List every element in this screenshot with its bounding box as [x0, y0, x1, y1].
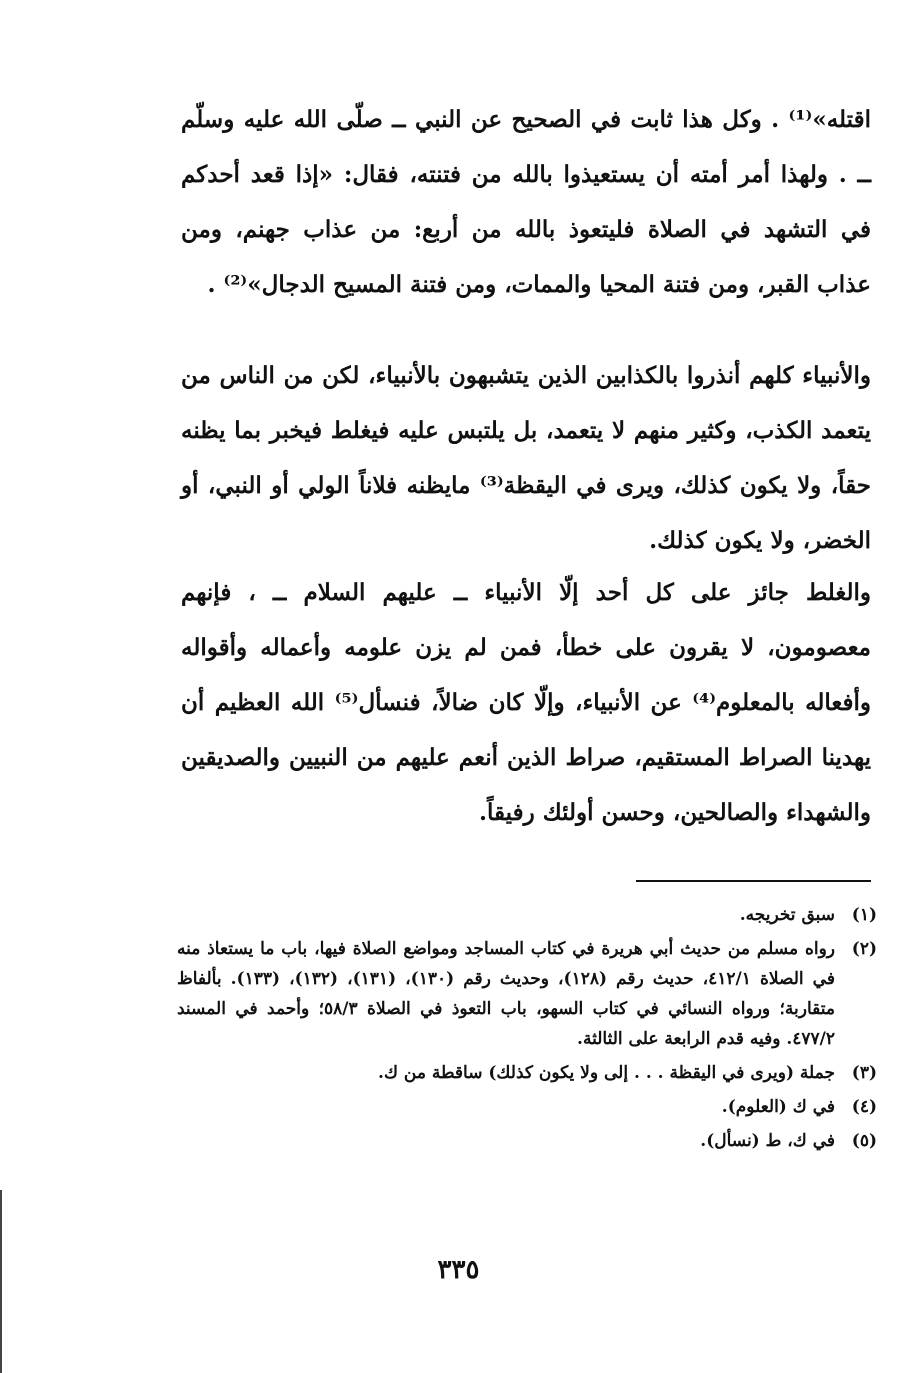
- footnote-2: [177, 934, 877, 1054]
- footnote-3: [177, 1058, 877, 1088]
- footnote-number: (٣): [851, 1063, 877, 1083]
- page-number: ٣٣٥: [437, 1255, 480, 1285]
- footnotes-section: [177, 900, 877, 1160]
- footnote-number: (١): [851, 905, 877, 925]
- body-paragraph-3: والغلط جائز على كل أحد إلّا الأنبياء ــ عليهم السلام ــ ، فإنهم معصومون، لا يقرون على خطأ، فمن لم يزن علومه وأعماله وأقواله وأفعاله بالمعلوم⁽⁴⁾ عن الأنبياء، وإلّا كان ضالاً، فنسأل⁽⁵⁾ الله العظيم أن يهدينا الصراط المستقيم، صراط الذين أنعم عليهم من النبيين والصديقين والشهداء والصالحين، وحسن أولئك رفيقاً.: [181, 579, 872, 826]
- footnote-1: [177, 900, 877, 930]
- scan-edge-line: [0, 1190, 2, 1373]
- footnote-number: (٢): [851, 939, 877, 959]
- footnote-4: [177, 1092, 877, 1122]
- body-paragraph-2: والأنبياء كلهم أنذروا بالكذابين الذين يتشبهون بالأنبياء، لكن من الناس من يتعمد الكذب، وكثير منهم لا يتعمد، بل يلتبس عليه فيغلط فيخبر بما يظنه حقاً، ولا يكون كذلك، ويرى في اليقظة⁽³⁾ مايظنه فلاناً الولي أو النبي، أو الخضر، ولا يكون كذلك.: [181, 362, 872, 554]
- footnote-number: (٤): [851, 1097, 877, 1117]
- footnote-text: في ك، ط (نسأل).: [700, 1131, 835, 1151]
- footnote-text: رواه مسلم من حديث أبي هريرة في كتاب المساجد ومواضع الصلاة فيها، باب ما يستعاذ منه في الصلاة ٤١٢/١، حديث رقم (١٢٨)، وحديث رقم (١٣٠)، (١٣١)، (١٣٢)، (١٣٣). بألفاظ متقاربة؛ ورواه النسائي في كتاب السهو، باب التعوذ في الصلاة ٥٨/٣؛ وأحمد في المسند ٤٧٧/٢. وفيه قدم الرابعة على الثالثة.: [177, 939, 835, 1049]
- footnote-text: سبق تخريجه.: [739, 905, 835, 925]
- footnote-number: (٥): [851, 1131, 877, 1151]
- footnote-text: جملة (ويرى في اليقظة . . . إلى ولا يكون كذلك) ساقطة من ك.: [378, 1063, 835, 1083]
- footnote-separator: [636, 880, 871, 882]
- body-paragraph-1: اقتله»⁽¹⁾ . وكل هذا ثابت في الصحيح عن النبي ــ صلّى الله عليه وسلّم ــ . ولهذا أمر أمته أن يستعيذوا بالله من فتنته، فقال: «إذا قعد أحدكم في التشهد في الصلاة فليتعوذ بالله من أربع: من عذاب جهنم، ومن عذاب القبر، ومن فتنة المحيا والممات، ومن فتنة المسيح الدجال»⁽²⁾ .: [181, 106, 871, 298]
- footnote-5: [177, 1126, 877, 1156]
- footnote-text: في ك (العلوم).: [721, 1097, 835, 1117]
